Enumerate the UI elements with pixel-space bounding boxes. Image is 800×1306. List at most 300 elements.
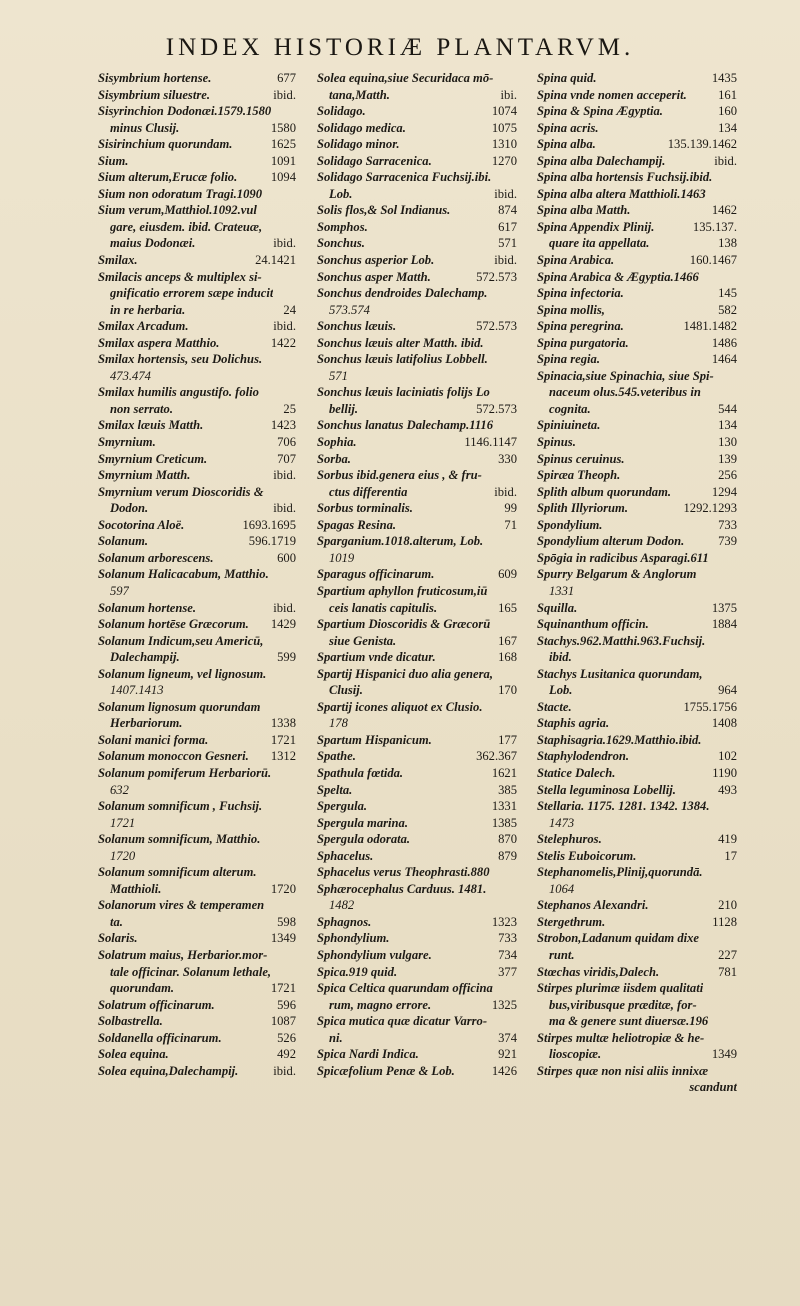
index-entry [537,980,737,997]
entry-page-ref: 1385 [491,815,517,830]
entry-text: Sphondylium vulgare. [317,947,432,962]
entry-text: Solanum monoccon Gesneri. [98,749,249,764]
entry-page-ref: 526 [277,1030,296,1045]
entry-text: ni. [329,1030,343,1045]
entry-page-ref: 1721 [270,981,296,996]
entry-page-ref: 1720 [270,881,296,896]
entry-page-ref: 596 [277,997,296,1012]
entry-text: Spergula marina. [317,815,408,830]
entry-text: bellij. [329,401,359,416]
index-entry [317,302,517,319]
entry-text: Sium non odoratum Tragi.1090 [98,186,262,201]
entry-text: 1720 [110,848,136,863]
entry-text: Matthioli. [110,881,162,896]
index-entry [98,666,296,683]
entry-text: Sparganium.1018.alterum, Lob. [317,534,484,549]
index-entry [537,417,737,434]
index-entry [98,136,296,153]
index-entry [317,87,517,104]
entry-text: lioscopiæ. [549,1047,602,1062]
entry-page-ref: 921 [498,1047,517,1062]
index-entry [317,1030,517,1047]
index-entry [317,285,517,302]
entry-page-ref: 1481.1482 [683,319,737,334]
entry-page-ref: 135.139.1462 [667,137,737,152]
entry-page-ref: 1312 [270,749,296,764]
entry-text: Spina purgatoria. [537,335,629,350]
index-column-3 [537,70,737,1096]
entry-page-ref: 134 [718,120,737,135]
entry-text: siue Genista. [329,633,397,648]
entry-text: scandunt [689,1080,737,1095]
index-entry [98,864,296,881]
entry-page-ref: 874 [498,203,517,218]
index-entry [537,864,737,881]
entry-page-ref: 102 [718,749,737,764]
entry-text: 1721 [110,815,136,830]
index-entry [317,566,517,583]
index-entry [98,1030,296,1047]
index-entry [537,70,737,87]
entry-page-ref: 572.573 [476,319,517,334]
index-entry [317,798,517,815]
entry-page-ref: 1486 [711,335,737,350]
entry-page-ref: ibid. [273,319,296,334]
entry-text: Spina infectoria. [537,286,624,301]
index-entry [537,103,737,120]
entry-text: Spartium aphyllon fruticosum,iū [317,583,488,598]
entry-page-ref: 256 [718,468,737,483]
entry-page-ref: 781 [718,964,737,979]
index-entry [317,699,517,716]
entry-text: maius Dodonæi. [110,236,196,251]
entry-page-ref: 1721 [270,732,296,747]
index-entry [317,914,517,931]
index-entry [317,1013,517,1030]
entry-text: ceis lanatis capitulis. [329,600,438,615]
entry-text: 473.474 [110,368,151,383]
entry-page-ref: 161 [718,87,737,102]
entry-page-ref: 599 [277,650,296,665]
index-entry [537,269,737,286]
index-entry [537,401,737,418]
index-entry [317,202,517,219]
index-entry [98,947,296,964]
index-entry [98,848,296,865]
entry-text: Spina Arabica & Ægyptia.1466 [537,269,699,284]
index-entry [98,782,296,799]
entry-text: 573.574 [329,302,370,317]
index-entry [98,219,296,236]
entry-text: Spathula fœtida. [317,765,404,780]
entry-text: Smilax aspera Matthio. [98,335,220,350]
index-entry [98,550,296,567]
entry-text: Spina alba Matth. [537,203,631,218]
entry-page-ref: 609 [498,567,517,582]
index-entry [317,748,517,765]
entry-text: Spōgia in radicibus Asparagi.611 [537,550,709,565]
index-entry [537,997,737,1014]
index-entry [98,120,296,137]
entry-page-ref: 964 [718,683,737,698]
index-entry [537,235,737,252]
entry-text: Stœchas viridis,Dalech. [537,964,660,979]
entry-page-ref: 1429 [270,617,296,632]
entry-text: Dodon. [110,501,149,516]
entry-text: Solanum somnificum alterum. [98,865,257,880]
entry-page-ref: 1075 [491,120,517,135]
entry-text: Smilax. [98,253,138,268]
index-entry [317,831,517,848]
entry-text: Sphacelus verus Theophrasti.880 [317,865,490,880]
entry-text: non serrato. [110,401,173,416]
index-entry [537,815,737,832]
entry-page-ref: 165 [498,600,517,615]
entry-text: Sonchus lanatus Dalechamp.1116 [317,418,494,433]
index-entry [317,401,517,418]
entry-text: Spartum Hispanicum. [317,732,432,747]
entry-text: Smilacis anceps & multiplex si- [98,269,262,284]
entry-page-ref: 492 [277,1047,296,1062]
entry-page-ref: 572.573 [476,401,517,416]
entry-text: Solanum somnificum, Matthio. [98,832,261,847]
index-entry [537,881,737,898]
index-entry [317,136,517,153]
index-entry [317,120,517,137]
entry-text: gnificatio errorem sæpe inducit [110,286,274,301]
entry-page-ref: 1292.1293 [683,501,737,516]
entry-text: Sophia. [317,435,357,450]
index-entry [317,1063,517,1080]
index-entry [537,335,737,352]
entry-text: 1407.1413 [110,683,164,698]
entry-text: tana,Matth. [329,87,390,102]
index-entry [537,467,737,484]
entry-page-ref: 1074 [491,104,517,119]
entry-text: Solanum pomiferum Herbariorū. [98,765,272,780]
index-entry [317,616,517,633]
entry-page-ref: 1464 [711,352,737,367]
entry-page-ref: 734 [498,947,517,962]
entry-text: Sisymbrium siluestre. [98,87,210,102]
entry-page-ref: 362.367 [476,749,517,764]
entry-text: Sphagnos. [317,914,372,929]
index-entry [317,550,517,567]
index-entry [537,649,737,666]
index-entry [537,930,737,947]
index-entry [537,500,737,517]
entry-text: Solanum. [98,534,149,549]
entry-page-ref: 160.1467 [689,253,737,268]
entry-page-ref: 879 [498,848,517,863]
index-column-1 [98,70,296,1079]
entry-text: Solatrum officinarum. [98,997,215,1012]
entry-page-ref: 1325 [491,997,517,1012]
index-entry [98,302,296,319]
index-entry [98,748,296,765]
index-entry [317,600,517,617]
index-entry [317,219,517,236]
entry-text: Staphisagria.1629.Matthio.ibid. [537,732,702,747]
index-entry [317,715,517,732]
index-entry [317,682,517,699]
entry-page-ref: 1294 [711,484,737,499]
index-entry [317,666,517,683]
entry-text: Smilax Arcadum. [98,319,189,334]
entry-text: Solidago Sarracenica. [317,153,432,168]
entry-page-ref: 377 [498,964,517,979]
entry-page-ref: 582 [718,302,737,317]
entry-text: in re herbaria. [110,302,186,317]
entry-page-ref: 1094 [270,170,296,185]
index-entry [317,434,517,451]
entry-text: Staphylodendron. [537,749,630,764]
entry-page-ref: 1270 [491,153,517,168]
entry-page-ref: 145 [718,286,737,301]
entry-page-ref: 677 [277,71,296,85]
index-entry [537,682,737,699]
index-entry [317,533,517,550]
entry-text: minus Clusij. [110,120,180,135]
entry-text: Soldanella officinarum. [98,1030,222,1045]
entry-page-ref: 1349 [270,931,296,946]
index-entry [317,881,517,898]
entry-text: rum, magno errore. [329,997,432,1012]
entry-text: Spondylium. [537,517,603,532]
entry-page-ref: 17 [724,848,737,863]
entry-text: Spartium vnde dicatur. [317,650,436,665]
index-entry [317,947,517,964]
index-entry [98,831,296,848]
entry-text: cognita. [549,401,591,416]
index-entry [317,583,517,600]
entry-page-ref: 1580 [270,120,296,135]
entry-text: Spinus ceruinus. [537,451,625,466]
entry-page-ref: 544 [718,401,737,416]
index-entry [537,302,737,319]
index-entry [537,1063,737,1080]
entry-text: Spina quid. [537,71,597,85]
entry-text: Solanum hortense. [98,600,196,615]
index-entry [98,533,296,550]
index-entry [537,186,737,203]
index-entry [98,1063,296,1080]
entry-page-ref: ibid. [494,186,517,201]
index-entry [317,103,517,120]
index-entry [537,87,737,104]
index-entry [537,616,737,633]
entry-text: Squilla. [537,600,578,615]
entry-text: Stirpes quæ non nisi aliis innixæ [537,1063,709,1078]
entry-page-ref: 139 [718,451,737,466]
entry-text: Solanum lignosum quorundam [98,699,261,714]
index-entry [98,633,296,650]
entry-text: Solea equina,Dalechampij. [98,1063,239,1078]
index-entry [98,881,296,898]
entry-text: 632 [110,782,129,797]
entry-page-ref: 1755.1756 [683,699,737,714]
index-entry [317,930,517,947]
index-entry [537,252,737,269]
entry-text: Sisirinchium quorundam. [98,137,233,152]
entry-text: Spina alba hortensis Fuchsij.ibid. [537,170,713,185]
entry-text: Spina Arabica. [537,253,615,268]
entry-page-ref: 71 [504,517,517,532]
entry-text: 1019 [329,550,355,565]
index-entry [317,964,517,981]
index-entry [98,434,296,451]
entry-text: Spergula. [317,799,368,814]
entry-page-ref: 138 [718,236,737,251]
entry-text: Solis flos,& Sol Indianus. [317,203,451,218]
entry-page-ref: 1331 [491,799,517,814]
index-entry [98,417,296,434]
index-entry [98,467,296,484]
entry-page-ref: 1190 [712,765,737,780]
entry-text: runt. [549,947,575,962]
entry-page-ref: ibid. [273,1063,296,1078]
index-entry [98,484,296,501]
entry-text: Solani manici forma. [98,732,209,747]
index-entry [98,169,296,186]
index-entry [98,897,296,914]
index-entry [537,848,737,865]
entry-text: Smyrnium Matth. [98,468,191,483]
entry-text: Spina vnde nomen acceperit. [537,87,687,102]
index-entry [537,434,737,451]
index-entry [537,533,737,550]
entry-text: Spica Nardi Indica. [317,1047,419,1062]
entry-text: Smyrnium. [98,435,156,450]
entry-page-ref: 733 [718,517,737,532]
entry-page-ref: 374 [498,1030,517,1045]
index-entry [98,335,296,352]
entry-page-ref: ibid. [273,87,296,102]
index-entry [537,1046,737,1063]
index-entry [317,384,517,401]
entry-text: 1473 [549,815,575,830]
entry-text: 571 [329,368,348,383]
index-entry [317,417,517,434]
index-entry [317,1046,517,1063]
entry-page-ref: 210 [718,898,737,913]
entry-page-ref: 135.137. [692,219,737,234]
entry-page-ref: 739 [718,534,737,549]
index-entry [537,285,737,302]
index-entry [98,285,296,302]
entry-text: Strobon,Ladanum quidam dixe [537,931,700,946]
page-title: INDEX HISTORIÆ PLANTARVM. [165,34,635,61]
index-entry [317,649,517,666]
index-entry [98,649,296,666]
index-entry [537,600,737,617]
entry-text: gare, eiusdem. ibid. Crateuæ, [110,219,263,234]
entry-text: Squinanthum officin. [537,617,649,632]
entry-text: Solea equina. [98,1047,169,1062]
entry-page-ref: 160 [718,104,737,119]
entry-text: Stirpes multæ heliotropiæ & he- [537,1030,705,1045]
entry-page-ref: 227 [718,947,737,962]
entry-text: Stergethrum. [537,914,606,929]
entry-page-ref: ibid. [273,600,296,615]
entry-page-ref: 25 [283,401,296,416]
entry-text: Spina acris. [537,120,599,135]
entry-text: Stephanomelis,Plinij,quorundā. [537,865,703,880]
entry-page-ref: 1146.1147 [464,435,517,450]
entry-text: Sonchus. [317,236,365,251]
entry-page-ref: 24.1421 [255,253,296,268]
index-entry [317,815,517,832]
entry-text: Smilax læuis Matth. [98,418,204,433]
entry-page-ref: 733 [498,931,517,946]
index-entry [537,699,737,716]
index-entry [317,351,517,368]
index-entry [317,765,517,782]
entry-text: Splith Illyriorum. [537,501,628,516]
index-entry [317,864,517,881]
entry-text: Stacte. [537,699,572,714]
entry-page-ref: 1422 [270,335,296,350]
index-entry [537,219,737,236]
index-entry [317,467,517,484]
entry-text: Sonchus asper Matth. [317,269,431,284]
entry-text: Splith album quorundam. [537,484,672,499]
entry-page-ref: 870 [498,832,517,847]
entry-text: quorundam. [110,981,175,996]
entry-text: 1064 [549,881,575,896]
entry-text: Sorbus torminalis. [317,501,413,516]
index-entry [537,947,737,964]
index-entry [317,153,517,170]
entry-text: 597 [110,583,129,598]
entry-page-ref: 167 [498,633,517,648]
entry-page-ref: 1693.1695 [242,517,296,532]
entry-text: Clusij. [329,683,363,698]
entry-text: Spina Appendix Plinij. [537,219,655,234]
index-entry [537,351,737,368]
index-entry [98,252,296,269]
entry-page-ref: ibid. [494,253,517,268]
index-entry [537,964,737,981]
entry-text: Somphos. [317,219,368,234]
index-entry [98,765,296,782]
index-entry [98,1013,296,1030]
entry-text: 1482 [329,898,355,913]
index-entry [317,70,517,87]
entry-text: Dalechampij. [110,650,180,665]
index-entry [98,70,296,87]
entry-text: Stelephuros. [537,832,602,847]
index-entry [98,500,296,517]
entry-text: Spina alba altera Matthioli.1463 [537,186,706,201]
entry-page-ref: 1621 [491,765,517,780]
index-entry [317,782,517,799]
entry-text: Socotorina Aloë. [98,517,185,532]
entry-page-ref: 706 [277,435,296,450]
index-entry [98,202,296,219]
index-entry [98,682,296,699]
index-entry [537,765,737,782]
index-entry [98,798,296,815]
entry-text: Stellaria. 1175. 1281. 1342. 1384. [537,799,710,814]
entry-text: Solea equina,siue Securidaca mō- [317,71,494,85]
index-column-2 [317,70,517,1079]
entry-text: Sonchus læuis laciniatis folijs Lo [317,385,490,400]
index-entry [537,517,737,534]
entry-text: Spina peregrina. [537,319,624,334]
index-entry [98,566,296,583]
entry-text: Sorba. [317,451,351,466]
